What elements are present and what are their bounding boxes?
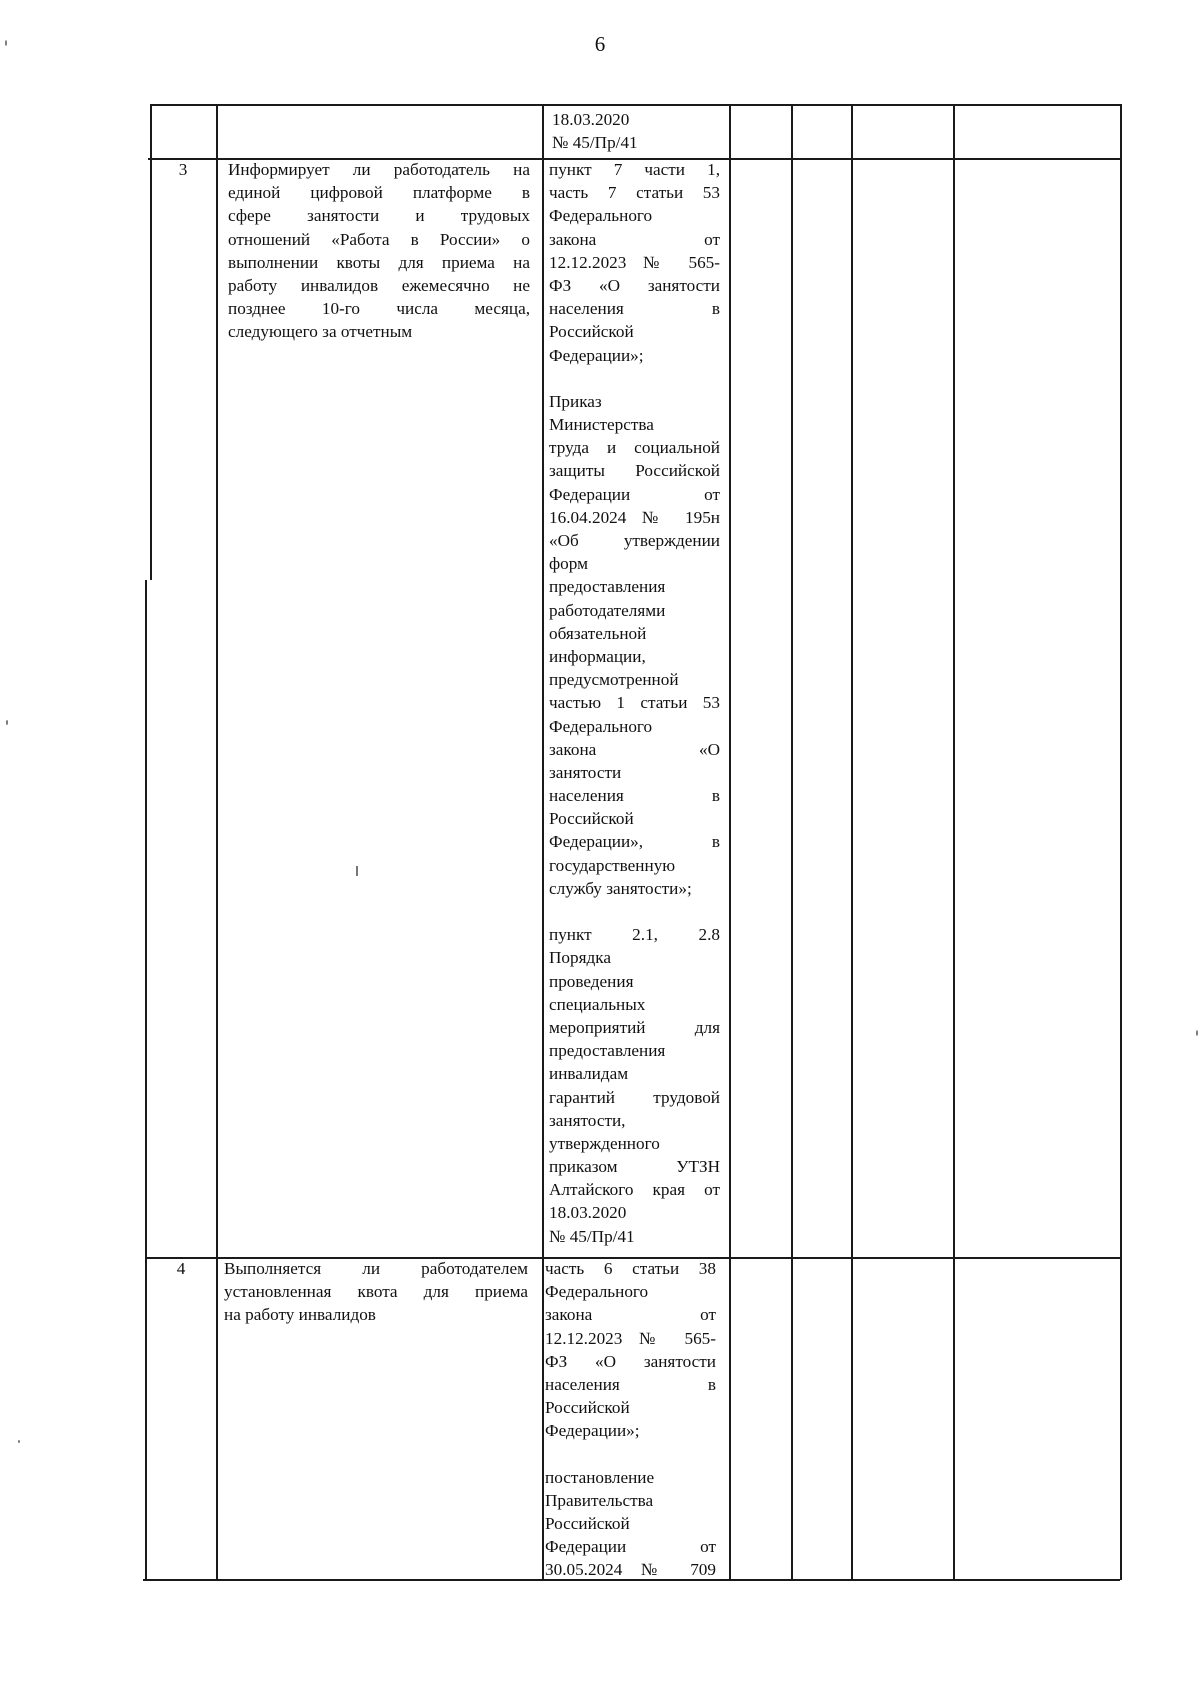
reference-line: постановление [545,1467,655,1487]
question-line: Выполняется ли работодателем [224,1259,528,1278]
reference-line: предоставления [549,1041,666,1061]
reference-line: часть 6 статьи 38 [545,1259,716,1278]
reference-line: закона от [549,229,720,249]
reference-line: Федерации»; [545,1421,640,1441]
column-border-empty-3 [953,104,955,1580]
reference-line: Приказ [549,391,602,411]
column-border-left-lower [145,580,147,1580]
reference-line: закона от [545,1305,716,1325]
reference-line: № 45/Пр/41 [552,133,638,153]
scan-speck [18,1440,20,1443]
reference-line: Правительства [545,1490,654,1510]
reference-line: обязательной [549,623,647,643]
reference-line: Алтайского края от [549,1180,720,1200]
reference-line: труда и социальной [549,438,720,458]
scan-speck [5,40,7,46]
column-border-question [542,104,544,1580]
reference-line: Порядка [549,948,611,968]
reference-line: Федерального [549,716,653,736]
reference-line: Российской [549,322,634,342]
reference-line: закона «О [549,739,720,759]
question-cell-3 [228,158,530,344]
page-number: 6 [594,32,606,56]
question-line: работу инвалидов ежемесячно не [228,275,530,295]
reference-line: мероприятий для [549,1017,720,1037]
column-border-right [1120,104,1122,1580]
reference-line: ФЗ «О занятости [545,1351,716,1371]
reference-line: предусмотренной [549,670,679,690]
column-border-number [216,104,218,1580]
reference-line: населения в [549,299,720,319]
column-border-empty-1 [791,104,793,1580]
question-line: на работу инвалидов [224,1305,376,1325]
scan-speck [6,720,8,725]
column-border-empty-2 [851,104,853,1580]
reference-line: Российской [545,1514,630,1534]
reference-line [549,367,720,390]
reference-line: приказом УТЗН [549,1157,720,1177]
question-line: выполнении квоты для приема на [228,252,530,272]
reference-line: гарантий трудовой [549,1087,720,1107]
reference-line: № 45/Пр/41 [549,1226,635,1246]
references-cell-4 [545,1257,716,1582]
reference-line: населения в [545,1374,716,1394]
reference-line: форм [549,554,588,574]
reference-line: государственную [549,855,676,875]
reference-line: 18.03.2020 [552,110,630,129]
reference-line: «Об утверждении [549,531,720,550]
reference-line: Российской [545,1398,630,1418]
question-line: следующего за отчетным [228,322,413,342]
reference-line [545,1443,716,1466]
question-line: установленная квота для приема [224,1282,528,1302]
reference-line: Федерации от [545,1537,716,1557]
reference-line: Российской [549,809,634,829]
question-line: сфере занятости и трудовых [228,206,530,226]
reference-line: утвержденного [549,1133,660,1153]
reference-line: специальных [549,994,646,1014]
reference-line: занятости, [549,1110,626,1130]
reference-line: Федерации», в [549,832,720,852]
reference-line: Федерального [545,1282,649,1302]
reference-line: защиты Российской [549,461,720,481]
reference-line: ФЗ «О занятости [549,275,720,295]
scan-speck [1196,1030,1198,1036]
reference-line: часть 7 статьи 53 [549,183,720,203]
row-number-3: 3 [178,160,188,179]
reference-line: проведения [549,971,634,991]
reference-line [549,900,720,923]
reference-line: инвалидам [549,1064,629,1084]
references-cell-continued [552,108,722,154]
reference-line: 16.04.2024 № 195н [549,507,720,527]
table-top-border [150,104,1122,106]
question-line: единой цифровой платформе в [228,183,530,203]
reference-line: пункт 7 части 1, [549,160,720,179]
reference-line: 12.12.2023 № 565- [545,1328,716,1348]
reference-line: работодателями [549,600,666,620]
question-line: отношений «Работа в России» о [228,229,530,249]
reference-line: пункт 2.1, 2.8 [549,925,720,945]
reference-line: населения в [549,786,720,806]
reference-line: Федерального [549,206,653,226]
column-border-references [729,104,731,1580]
reference-line: службу занятости»; [549,878,692,898]
reference-line: занятости [549,762,622,782]
reference-line: 18.03.2020 [549,1203,627,1223]
row-number-4: 4 [176,1259,186,1278]
scan-speck [356,866,358,876]
reference-line: Федерации от [549,484,720,504]
reference-line: 30.05.2024 № 709 [545,1560,716,1580]
reference-line: частью 1 статьи 53 [549,693,720,713]
references-cell-3 [549,158,720,1248]
reference-line: Федерации»; [549,345,644,365]
reference-line: 12.12.2023 № 565- [549,252,720,272]
reference-line: предоставления [549,577,666,597]
question-line: позднее 10-го числа месяца, [228,299,530,319]
question-line: Информирует ли работодатель на [228,160,530,179]
reference-line: информации, [549,646,646,666]
question-cell-4 [224,1257,528,1327]
reference-line: Министерства [549,415,654,435]
